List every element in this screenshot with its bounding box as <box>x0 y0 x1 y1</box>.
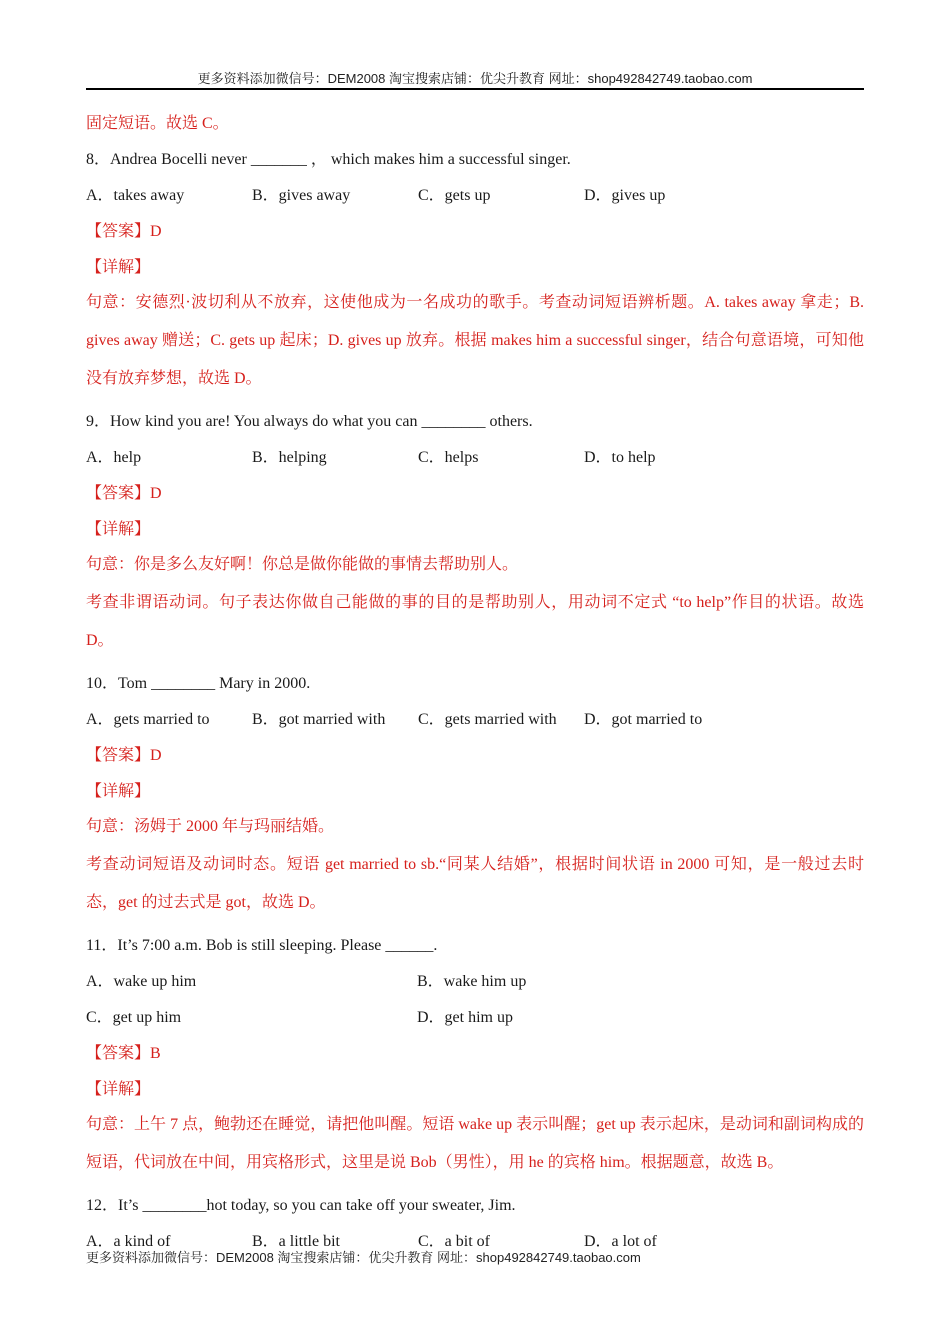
detail-label: 【详解】 <box>86 521 151 538</box>
question-10 <box>86 672 864 922</box>
options-row <box>86 1006 864 1030</box>
question-stem: 10．Tom ________ Mary in 2000. <box>86 675 311 692</box>
options-row <box>86 708 864 732</box>
answer-label: 【答案】B <box>86 1045 161 1062</box>
option-a: A．a kind of <box>86 1233 171 1250</box>
option-a: A．wake up him <box>86 973 197 990</box>
question-stem: 9．How kind you are! You always do what you can ________ others. <box>86 413 533 430</box>
options-row <box>86 184 864 208</box>
detail-label: 【详解】 <box>86 259 151 276</box>
question-12 <box>86 1194 864 1254</box>
question-stem: 8．Andrea Bocelli never _______ ， which makes him a successful singer. <box>86 151 571 168</box>
answer-label: 【答案】D <box>86 223 162 240</box>
detail-label: 【详解】 <box>86 783 151 800</box>
option-b: B．got married with <box>252 711 386 728</box>
option-a: A．gets married to <box>86 711 210 728</box>
option-c: C．a bit of <box>418 1233 490 1250</box>
option-b: B．a little bit <box>252 1233 340 1250</box>
document-body <box>86 112 864 1254</box>
option-d: D．gives up <box>584 187 666 204</box>
option-c: C．helps <box>418 449 479 466</box>
option-d: D．got married to <box>584 711 703 728</box>
question-11 <box>86 934 864 1182</box>
explanation-paragraph: 句意：汤姆于 2000 年与玛丽结婚。 <box>86 818 335 835</box>
explanation-paragraph: 考查非谓语动词。句子表达你做自己能做的事的目的是帮助别人，用动词不定式 “to help”作目的状语。故选 D。 <box>86 594 864 649</box>
option-b: B．helping <box>252 449 327 466</box>
option-b: B．gives away <box>252 187 351 204</box>
answer-label: 【答案】D <box>86 485 162 502</box>
option-d: D．a lot of <box>584 1233 657 1250</box>
options-row <box>86 446 864 470</box>
option-b: B．wake him up <box>417 973 527 990</box>
explanation-paragraph: 句意：安德烈·波切利从不放弃，这使他成为一名成功的歌手。考查动词短语辨析题。A. takes away 拿走；B. gives away 赠送；C. gets up 起床；D. gives up 放弃。根据 makes him a successful singer，结合句意语境，可知他没有放弃梦想，故选 D。 <box>86 294 864 387</box>
option-a: A．takes away <box>86 187 185 204</box>
detail-label: 【详解】 <box>86 1081 151 1098</box>
page-header: 更多资料添加微信号：DEM2008 淘宝搜索店铺：优尖升教育 网址：shop492842749.taobao.com <box>86 68 864 90</box>
option-c: C．gets married with <box>418 711 557 728</box>
option-c: C．gets up <box>418 187 491 204</box>
question-8 <box>86 148 864 398</box>
explanation-paragraph: 句意：上午 7 点，鲍勃还在睡觉，请把他叫醒。短语 wake up 表示叫醒；get up 表示起床，是动词和副词构成的短语，代词放在中间，用宾格形式，这里是说 Bob（男性），用 he 的宾格 him。根据题意，故选 B。 <box>86 1116 864 1171</box>
explanation-paragraph: 考查动词短语及动词时态。短语 get married to sb.“同某人结婚”，根据时间状语 in 2000 可知，是一般过去时态，get 的过去式是 got，故选 D。 <box>86 856 864 911</box>
explanation-paragraph: 句意：你是多么友好啊！你总是做你能做的事情去帮助别人。 <box>86 556 519 573</box>
options-row <box>86 970 864 994</box>
question-9 <box>86 410 864 660</box>
option-d: D．to help <box>584 449 656 466</box>
question-stem: 11．It’s 7:00 a.m. Bob is still sleeping. Please ______. <box>86 937 438 954</box>
option-a: A．help <box>86 449 142 466</box>
option-c: C．get up him <box>86 1009 182 1026</box>
question-stem: 12．It’s ________hot today, so you can take off your sweater, Jim. <box>86 1197 516 1214</box>
page-footer: 更多资料添加微信号：DEM2008 淘宝搜索店铺：优尖升教育 网址：shop492842749.taobao.com <box>86 1250 641 1265</box>
previous-explanation-tail: 固定短语。故选 C。 <box>86 115 229 132</box>
answer-label: 【答案】D <box>86 747 162 764</box>
option-d: D．get him up <box>417 1009 513 1026</box>
